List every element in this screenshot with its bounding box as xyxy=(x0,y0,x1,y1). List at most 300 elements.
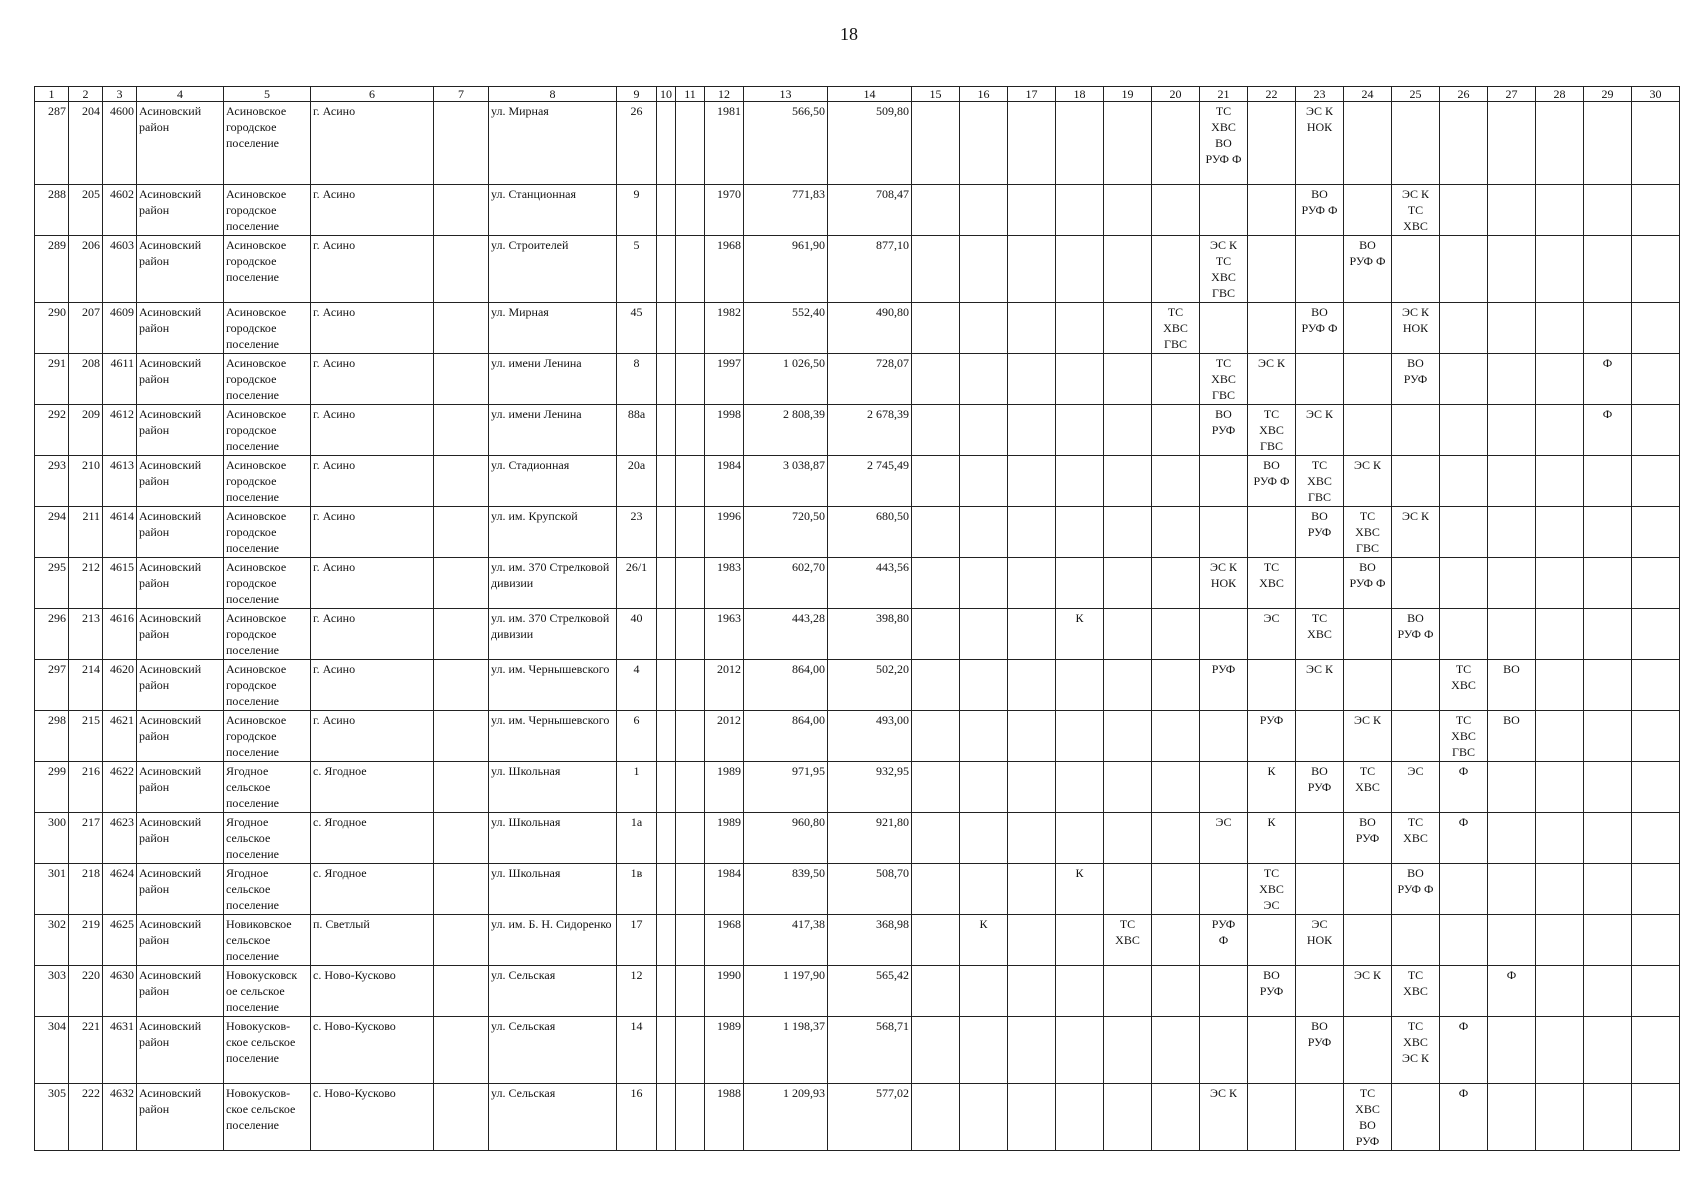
cell-col-6: с. Ново-Кусково xyxy=(311,1084,434,1151)
cell-col-4: Асиновский район xyxy=(137,1017,224,1084)
cell-col-18 xyxy=(1056,966,1104,1017)
cell-col-29 xyxy=(1584,456,1632,507)
cell-col-10 xyxy=(657,303,676,354)
cell-col-21 xyxy=(1200,1017,1248,1084)
cell-col-4: Асиновский район xyxy=(137,711,224,762)
cell-col-5: Асиновское городское поселение xyxy=(224,507,311,558)
cell-col-9: 26 xyxy=(617,102,657,185)
cell-col-21 xyxy=(1200,864,1248,915)
cell-col-13: 602,70 xyxy=(744,558,828,609)
cell-col-4: Асиновский район xyxy=(137,1084,224,1151)
cell-col-13: 552,40 xyxy=(744,303,828,354)
cell-col-19 xyxy=(1104,456,1152,507)
cell-col-9: 45 xyxy=(617,303,657,354)
cell-col-3: 4623 xyxy=(103,813,137,864)
cell-col-24 xyxy=(1344,354,1392,405)
cell-col-17 xyxy=(1008,185,1056,236)
cell-col-3: 4614 xyxy=(103,507,137,558)
cell-col-26 xyxy=(1440,507,1488,558)
cell-col-16 xyxy=(960,1084,1008,1151)
cell-col-22: ТС ХВС ГВС xyxy=(1248,405,1296,456)
cell-col-17 xyxy=(1008,303,1056,354)
table-row xyxy=(35,966,1680,1017)
cell-col-11 xyxy=(676,102,705,185)
cell-col-18 xyxy=(1056,915,1104,966)
cell-col-14: 493,00 xyxy=(828,711,912,762)
column-header-15: 15 xyxy=(912,87,960,102)
cell-col-12: 1984 xyxy=(705,456,744,507)
cell-col-5: Новокусков-ское сельское поселение xyxy=(224,1084,311,1151)
cell-col-29 xyxy=(1584,507,1632,558)
cell-col-29 xyxy=(1584,1084,1632,1151)
cell-col-17 xyxy=(1008,966,1056,1017)
cell-col-4: Асиновский район xyxy=(137,609,224,660)
cell-col-21: ТС ХВС ВО РУФ Ф xyxy=(1200,102,1248,185)
cell-col-28 xyxy=(1536,660,1584,711)
cell-col-15 xyxy=(912,711,960,762)
cell-col-21 xyxy=(1200,762,1248,813)
cell-col-25 xyxy=(1392,405,1440,456)
cell-col-25 xyxy=(1392,660,1440,711)
cell-col-27 xyxy=(1488,915,1536,966)
cell-col-20 xyxy=(1152,609,1200,660)
cell-col-1: 304 xyxy=(35,1017,69,1084)
cell-col-19 xyxy=(1104,185,1152,236)
cell-col-3: 4631 xyxy=(103,1017,137,1084)
cell-col-20 xyxy=(1152,660,1200,711)
cell-col-22 xyxy=(1248,102,1296,185)
cell-col-2: 204 xyxy=(69,102,103,185)
cell-col-23: ТС ХВС xyxy=(1296,609,1344,660)
cell-col-23 xyxy=(1296,966,1344,1017)
cell-col-9: 12 xyxy=(617,966,657,1017)
cell-col-19 xyxy=(1104,558,1152,609)
cell-col-5: Асиновское городское поселение xyxy=(224,303,311,354)
cell-col-10 xyxy=(657,711,676,762)
cell-col-29 xyxy=(1584,236,1632,303)
cell-col-11 xyxy=(676,456,705,507)
cell-col-22 xyxy=(1248,1084,1296,1151)
cell-col-19 xyxy=(1104,813,1152,864)
cell-col-3: 4632 xyxy=(103,1084,137,1151)
cell-col-28 xyxy=(1536,405,1584,456)
cell-col-19 xyxy=(1104,405,1152,456)
cell-col-27: ВО xyxy=(1488,711,1536,762)
column-header-18: 18 xyxy=(1056,87,1104,102)
cell-col-5: Асиновское городское поселение xyxy=(224,558,311,609)
cell-col-15 xyxy=(912,185,960,236)
column-header-22: 22 xyxy=(1248,87,1296,102)
cell-col-21: ВО РУФ xyxy=(1200,405,1248,456)
table-row xyxy=(35,354,1680,405)
cell-col-25 xyxy=(1392,558,1440,609)
cell-col-11 xyxy=(676,185,705,236)
cell-col-23: ВО РУФ Ф xyxy=(1296,303,1344,354)
cell-col-29 xyxy=(1584,762,1632,813)
cell-col-26 xyxy=(1440,558,1488,609)
cell-col-30 xyxy=(1632,354,1680,405)
cell-col-13: 443,28 xyxy=(744,609,828,660)
cell-col-26 xyxy=(1440,303,1488,354)
column-header-20: 20 xyxy=(1152,87,1200,102)
cell-col-12: 1989 xyxy=(705,762,744,813)
cell-col-30 xyxy=(1632,405,1680,456)
cell-col-14: 509,80 xyxy=(828,102,912,185)
cell-col-26: Ф xyxy=(1440,813,1488,864)
cell-col-4: Асиновский район xyxy=(137,966,224,1017)
cell-col-23 xyxy=(1296,1084,1344,1151)
cell-col-16 xyxy=(960,456,1008,507)
cell-col-28 xyxy=(1536,609,1584,660)
cell-col-24 xyxy=(1344,864,1392,915)
cell-col-2: 208 xyxy=(69,354,103,405)
cell-col-25 xyxy=(1392,915,1440,966)
cell-col-29 xyxy=(1584,102,1632,185)
cell-col-7 xyxy=(434,711,489,762)
cell-col-10 xyxy=(657,813,676,864)
cell-col-13: 417,38 xyxy=(744,915,828,966)
cell-col-24: ТС ХВС ГВС xyxy=(1344,507,1392,558)
cell-col-22: ТС ХВС xyxy=(1248,558,1296,609)
cell-col-20 xyxy=(1152,102,1200,185)
cell-col-1: 294 xyxy=(35,507,69,558)
cell-col-19 xyxy=(1104,354,1152,405)
cell-col-8: ул. Сельская xyxy=(489,1017,617,1084)
cell-col-25 xyxy=(1392,236,1440,303)
cell-col-21 xyxy=(1200,185,1248,236)
cell-col-4: Асиновский район xyxy=(137,236,224,303)
cell-col-30 xyxy=(1632,1017,1680,1084)
cell-col-30 xyxy=(1632,660,1680,711)
cell-col-27: ВО xyxy=(1488,660,1536,711)
cell-col-9: 1 xyxy=(617,762,657,813)
cell-col-14: 502,20 xyxy=(828,660,912,711)
cell-col-5: Асиновское городское поселение xyxy=(224,711,311,762)
cell-col-11 xyxy=(676,558,705,609)
cell-col-14: 577,02 xyxy=(828,1084,912,1151)
cell-col-15 xyxy=(912,660,960,711)
cell-col-4: Асиновский район xyxy=(137,507,224,558)
cell-col-10 xyxy=(657,354,676,405)
cell-col-4: Асиновский район xyxy=(137,660,224,711)
column-header-6: 6 xyxy=(311,87,434,102)
cell-col-24: ЭС К xyxy=(1344,456,1392,507)
cell-col-7 xyxy=(434,303,489,354)
cell-col-25 xyxy=(1392,102,1440,185)
cell-col-11 xyxy=(676,507,705,558)
cell-col-7 xyxy=(434,405,489,456)
cell-col-12: 1968 xyxy=(705,236,744,303)
cell-col-14: 921,80 xyxy=(828,813,912,864)
cell-col-9: 6 xyxy=(617,711,657,762)
cell-col-12: 1989 xyxy=(705,813,744,864)
cell-col-22: ТС ХВС ЭС xyxy=(1248,864,1296,915)
cell-col-13: 1 198,37 xyxy=(744,1017,828,1084)
column-header-23: 23 xyxy=(1296,87,1344,102)
cell-col-18 xyxy=(1056,236,1104,303)
cell-col-26 xyxy=(1440,405,1488,456)
cell-col-13: 771,83 xyxy=(744,185,828,236)
cell-col-9: 14 xyxy=(617,1017,657,1084)
cell-col-3: 4630 xyxy=(103,966,137,1017)
cell-col-10 xyxy=(657,1084,676,1151)
cell-col-28 xyxy=(1536,236,1584,303)
cell-col-4: Асиновский район xyxy=(137,185,224,236)
cell-col-27 xyxy=(1488,609,1536,660)
column-header-10: 10 xyxy=(657,87,676,102)
cell-col-2: 215 xyxy=(69,711,103,762)
column-header-4: 4 xyxy=(137,87,224,102)
cell-col-1: 290 xyxy=(35,303,69,354)
table-row xyxy=(35,1084,1680,1151)
column-header-21: 21 xyxy=(1200,87,1248,102)
cell-col-11 xyxy=(676,236,705,303)
cell-col-17 xyxy=(1008,864,1056,915)
cell-col-18 xyxy=(1056,507,1104,558)
cell-col-13: 1 026,50 xyxy=(744,354,828,405)
cell-col-19 xyxy=(1104,609,1152,660)
cell-col-7 xyxy=(434,558,489,609)
cell-col-3: 4616 xyxy=(103,609,137,660)
cell-col-13: 839,50 xyxy=(744,864,828,915)
cell-col-6: г. Асино xyxy=(311,354,434,405)
cell-col-18 xyxy=(1056,762,1104,813)
cell-col-27 xyxy=(1488,405,1536,456)
cell-col-29 xyxy=(1584,185,1632,236)
cell-col-1: 288 xyxy=(35,185,69,236)
cell-col-6: г. Асино xyxy=(311,507,434,558)
cell-col-18 xyxy=(1056,558,1104,609)
cell-col-11 xyxy=(676,813,705,864)
cell-col-2: 214 xyxy=(69,660,103,711)
cell-col-9: 17 xyxy=(617,915,657,966)
column-header-24: 24 xyxy=(1344,87,1392,102)
cell-col-22 xyxy=(1248,236,1296,303)
cell-col-27 xyxy=(1488,813,1536,864)
cell-col-22: К xyxy=(1248,813,1296,864)
header-row xyxy=(35,87,1680,102)
cell-col-23: ВО РУФ Ф xyxy=(1296,185,1344,236)
cell-col-8: ул. Школьная xyxy=(489,864,617,915)
cell-col-8: ул. Станционная xyxy=(489,185,617,236)
cell-col-5: Асиновское городское поселение xyxy=(224,456,311,507)
cell-col-7 xyxy=(434,915,489,966)
cell-col-30 xyxy=(1632,762,1680,813)
cell-col-3: 4624 xyxy=(103,864,137,915)
cell-col-7 xyxy=(434,1084,489,1151)
cell-col-15 xyxy=(912,864,960,915)
cell-col-27 xyxy=(1488,456,1536,507)
cell-col-18 xyxy=(1056,456,1104,507)
cell-col-17 xyxy=(1008,236,1056,303)
cell-col-15 xyxy=(912,102,960,185)
cell-col-23 xyxy=(1296,558,1344,609)
cell-col-28 xyxy=(1536,354,1584,405)
cell-col-24 xyxy=(1344,303,1392,354)
cell-col-13: 720,50 xyxy=(744,507,828,558)
cell-col-28 xyxy=(1536,558,1584,609)
cell-col-26 xyxy=(1440,236,1488,303)
cell-col-8: ул. Школьная xyxy=(489,762,617,813)
cell-col-8: ул. им. Чернышевского xyxy=(489,711,617,762)
cell-col-26: ТС ХВС xyxy=(1440,660,1488,711)
cell-col-16 xyxy=(960,762,1008,813)
cell-col-8: ул. Стадионная xyxy=(489,456,617,507)
column-header-1: 1 xyxy=(35,87,69,102)
cell-col-20 xyxy=(1152,762,1200,813)
cell-col-8: ул. им. Б. Н. Сидоренко xyxy=(489,915,617,966)
cell-col-19 xyxy=(1104,762,1152,813)
cell-col-14: 728,07 xyxy=(828,354,912,405)
cell-col-5: Новиковское сельское поселение xyxy=(224,915,311,966)
cell-col-18 xyxy=(1056,102,1104,185)
cell-col-12: 1997 xyxy=(705,354,744,405)
cell-col-29 xyxy=(1584,915,1632,966)
cell-col-19 xyxy=(1104,966,1152,1017)
cell-col-27 xyxy=(1488,303,1536,354)
cell-col-14: 708,47 xyxy=(828,185,912,236)
cell-col-10 xyxy=(657,1017,676,1084)
cell-col-21 xyxy=(1200,609,1248,660)
cell-col-17 xyxy=(1008,507,1056,558)
cell-col-27 xyxy=(1488,185,1536,236)
cell-col-30 xyxy=(1632,915,1680,966)
cell-col-1: 295 xyxy=(35,558,69,609)
cell-col-11 xyxy=(676,303,705,354)
cell-col-7 xyxy=(434,813,489,864)
cell-col-30 xyxy=(1632,1084,1680,1151)
cell-col-2: 222 xyxy=(69,1084,103,1151)
cell-col-24 xyxy=(1344,102,1392,185)
cell-col-8: ул. Школьная xyxy=(489,813,617,864)
cell-col-15 xyxy=(912,1084,960,1151)
cell-col-23 xyxy=(1296,236,1344,303)
cell-col-13: 864,00 xyxy=(744,660,828,711)
cell-col-20 xyxy=(1152,507,1200,558)
cell-col-15 xyxy=(912,303,960,354)
cell-col-29 xyxy=(1584,864,1632,915)
cell-col-25: ВО РУФ Ф xyxy=(1392,864,1440,915)
cell-col-14: 565,42 xyxy=(828,966,912,1017)
cell-col-28 xyxy=(1536,185,1584,236)
cell-col-30 xyxy=(1632,864,1680,915)
cell-col-11 xyxy=(676,915,705,966)
table-row xyxy=(35,102,1680,185)
cell-col-11 xyxy=(676,762,705,813)
cell-col-28 xyxy=(1536,507,1584,558)
cell-col-12: 1968 xyxy=(705,915,744,966)
cell-col-16 xyxy=(960,660,1008,711)
table-row xyxy=(35,864,1680,915)
cell-col-4: Асиновский район xyxy=(137,813,224,864)
cell-col-13: 961,90 xyxy=(744,236,828,303)
column-header-2: 2 xyxy=(69,87,103,102)
table-row xyxy=(35,1017,1680,1084)
cell-col-2: 207 xyxy=(69,303,103,354)
table-row xyxy=(35,711,1680,762)
cell-col-21: РУФ xyxy=(1200,660,1248,711)
cell-col-6: г. Асино xyxy=(311,405,434,456)
cell-col-8: ул. Сельская xyxy=(489,1084,617,1151)
cell-col-16 xyxy=(960,354,1008,405)
cell-col-20 xyxy=(1152,711,1200,762)
cell-col-16 xyxy=(960,558,1008,609)
cell-col-17 xyxy=(1008,1084,1056,1151)
cell-col-17 xyxy=(1008,609,1056,660)
cell-col-26: ТС ХВС ГВС xyxy=(1440,711,1488,762)
column-header-14: 14 xyxy=(828,87,912,102)
cell-col-10 xyxy=(657,102,676,185)
cell-col-5: Асиновское городское поселение xyxy=(224,354,311,405)
cell-col-25: ЭС К НОК xyxy=(1392,303,1440,354)
cell-col-6: г. Асино xyxy=(311,303,434,354)
cell-col-6: г. Асино xyxy=(311,456,434,507)
cell-col-24: ТС ХВС ВО РУФ xyxy=(1344,1084,1392,1151)
table-row xyxy=(35,813,1680,864)
cell-col-5: Ягодное сельское поселение xyxy=(224,864,311,915)
cell-col-28 xyxy=(1536,966,1584,1017)
cell-col-17 xyxy=(1008,915,1056,966)
cell-col-27 xyxy=(1488,558,1536,609)
cell-col-16 xyxy=(960,303,1008,354)
cell-col-9: 20а xyxy=(617,456,657,507)
cell-col-6: г. Асино xyxy=(311,609,434,660)
cell-col-28 xyxy=(1536,711,1584,762)
column-header-28: 28 xyxy=(1536,87,1584,102)
cell-col-9: 5 xyxy=(617,236,657,303)
cell-col-17 xyxy=(1008,762,1056,813)
cell-col-3: 4602 xyxy=(103,185,137,236)
cell-col-1: 301 xyxy=(35,864,69,915)
cell-col-2: 210 xyxy=(69,456,103,507)
cell-col-19 xyxy=(1104,864,1152,915)
column-header-5: 5 xyxy=(224,87,311,102)
cell-col-20 xyxy=(1152,1017,1200,1084)
cell-col-24 xyxy=(1344,185,1392,236)
cell-col-7 xyxy=(434,1017,489,1084)
cell-col-19: ТС ХВС xyxy=(1104,915,1152,966)
cell-col-10 xyxy=(657,660,676,711)
cell-col-30 xyxy=(1632,102,1680,185)
cell-col-27 xyxy=(1488,1084,1536,1151)
cell-col-24 xyxy=(1344,609,1392,660)
cell-col-14: 368,98 xyxy=(828,915,912,966)
cell-col-14: 2 678,39 xyxy=(828,405,912,456)
cell-col-28 xyxy=(1536,303,1584,354)
cell-col-21: ЭС К ТС ХВС ГВС xyxy=(1200,236,1248,303)
cell-col-18 xyxy=(1056,813,1104,864)
cell-col-6: с. Ново-Кусково xyxy=(311,966,434,1017)
cell-col-24: ВО РУФ xyxy=(1344,813,1392,864)
cell-col-8: ул. им. Чернышевского xyxy=(489,660,617,711)
cell-col-12: 1984 xyxy=(705,864,744,915)
cell-col-16 xyxy=(960,609,1008,660)
cell-col-21 xyxy=(1200,507,1248,558)
cell-col-15 xyxy=(912,405,960,456)
cell-col-24: ЭС К xyxy=(1344,711,1392,762)
cell-col-5: Асиновское городское поселение xyxy=(224,405,311,456)
cell-col-14: 568,71 xyxy=(828,1017,912,1084)
cell-col-19 xyxy=(1104,303,1152,354)
cell-col-11 xyxy=(676,405,705,456)
column-header-27: 27 xyxy=(1488,87,1536,102)
column-header-17: 17 xyxy=(1008,87,1056,102)
cell-col-13: 864,00 xyxy=(744,711,828,762)
column-header-26: 26 xyxy=(1440,87,1488,102)
cell-col-3: 4611 xyxy=(103,354,137,405)
cell-col-16 xyxy=(960,966,1008,1017)
cell-col-23: ЭС НОК xyxy=(1296,915,1344,966)
